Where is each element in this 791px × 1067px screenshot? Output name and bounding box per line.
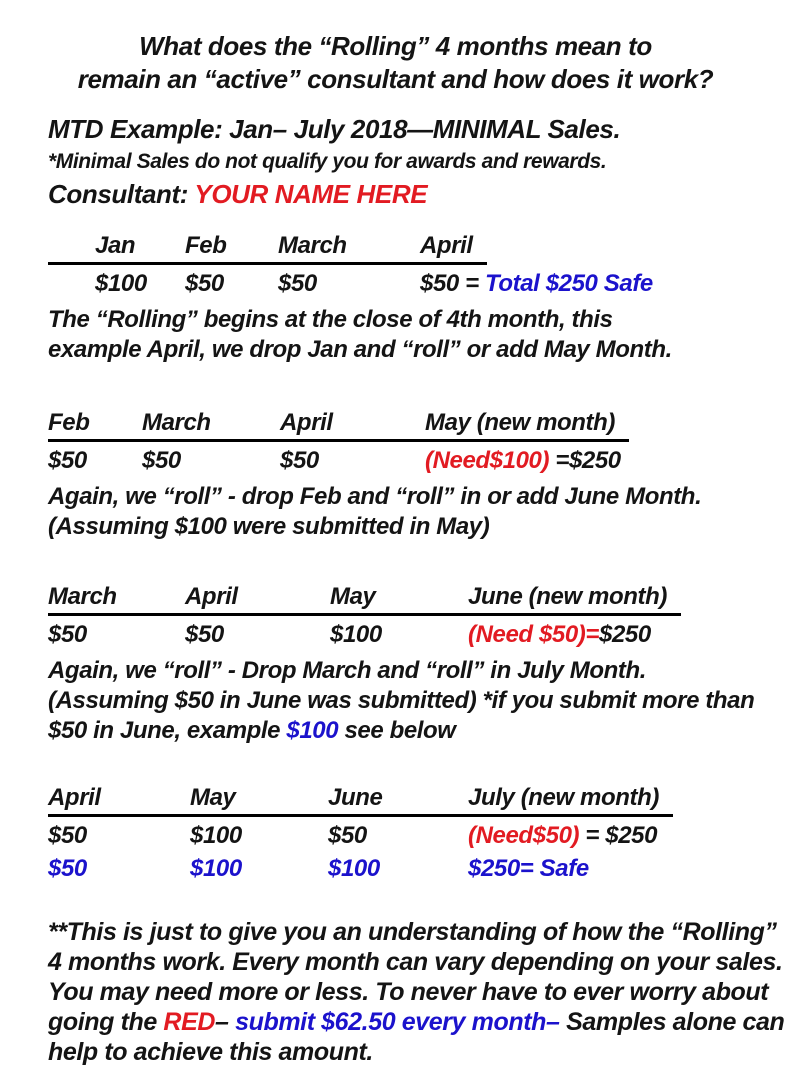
value-cell: $100 [95,270,147,297]
note-highlight-amount: $100 [286,717,339,744]
page-title-line-2: remain an “active” consultant and how does it work? [77,64,714,94]
values-row [48,620,651,649]
summary-line: 4 months work. Every month can vary depending on your sales. [48,948,783,976]
monthly-amount-advice: submit $62.50 every month– [235,1008,560,1036]
summary-paragraph [48,917,791,1067]
value-cell: $100 [328,855,380,882]
value-cell: $100 [190,822,242,849]
month-header-cell: July (new month) [468,784,659,811]
consultant-line [48,177,791,211]
minimal-sales-note: *Minimal Sales do not qualify you for awards and rewards. [48,150,607,173]
result-black: $250 [599,621,651,648]
safe-values-row [48,854,589,883]
section-note [48,482,791,542]
value-cell: $50 [48,855,87,882]
value-cell: $100 [330,621,382,648]
month-header-row [48,784,673,817]
value-cell: $50 [328,822,367,849]
result-needed-amount: (Need$100) [425,447,550,474]
result-cell [420,269,653,298]
value-cell: $50 [48,447,87,474]
month-header-cell: June (new month) [468,583,667,610]
month-header-cell: May [330,583,376,610]
rolling-table-april-july [48,784,791,883]
mtd-example-heading: MTD Example: Jan– July 2018—MINIMAL Sales. [48,114,621,144]
month-header-cell: March [142,409,211,436]
summary-line: help to achieve this amount. [48,1038,373,1066]
result-needed-amount: (Need$50) [468,822,580,849]
page-title-line-1: What does the “Rolling” 4 months mean to [139,31,652,61]
month-header-cell: May [190,784,236,811]
page-title [0,0,791,96]
summary-text: Samples alone can [559,1008,785,1036]
section-note [48,305,791,365]
value-cell: $50 [280,447,319,474]
month-header-cell: Jan [95,232,136,259]
values-row [48,821,657,850]
value-cell: $100 [190,855,242,882]
note-line: Again, we “roll” - Drop March and “roll” in July Month. [48,657,647,684]
value-cell: $50 [48,621,87,648]
note-line: The “Rolling” begins at the close of 4th month, this [48,306,613,333]
month-header-cell: May (new month) [425,409,615,436]
summary-line: You may need more or less. To never have to ever worry about [48,978,769,1006]
result-cell [425,446,621,475]
month-header-cell: March [48,583,117,610]
values-row [48,269,653,298]
rolling-table-feb-may [48,409,791,542]
consultant-name: YOUR NAME HERE [194,179,428,209]
value-cell: $50 [142,447,181,474]
page-content [48,113,791,1067]
note-line: (Assuming $100 were submitted in May) [48,513,490,540]
note-text: $50 in June, example [48,717,287,744]
note-text: see below [338,717,456,744]
note-line: (Assuming $50 in June was submitted) *if you submit more than [48,687,755,714]
result-needed-amount: (Need $50)= [468,621,599,648]
red-warning-word: RED [163,1008,216,1036]
result-black: =$250 [549,447,621,474]
month-header-cell: Feb [48,409,90,436]
result-safe-total: $250= Safe [468,855,589,882]
note-line: Again, we “roll” - drop Feb and “roll” in or add June Month. [48,483,702,510]
month-header-row [48,232,487,265]
note-line: example April, we drop Jan and “roll” or add May Month. [48,336,672,363]
value-cell: $50 [185,621,224,648]
summary-line [48,1007,791,1037]
month-header-cell: April [48,784,101,811]
month-header-cell: April [280,409,333,436]
intro-block [48,113,791,211]
month-header-cell: April [185,583,238,610]
month-header-cell: Feb [185,232,227,259]
summary-text: – [215,1008,236,1036]
month-header-row [48,409,629,442]
result-black: = $250 [579,822,658,849]
result-cell [468,821,657,850]
values-row [48,446,621,475]
value-cell: $50 [185,270,224,297]
value-cell: $50 [48,822,87,849]
summary-line: **This is just to give you an understanding of how the “Rolling” [48,918,777,946]
rolling-table-march-june [48,583,791,746]
value-cell: $50 [278,270,317,297]
consultant-label: Consultant: [48,179,195,209]
rolling-table-jan-april [48,232,791,365]
month-header-cell: March [278,232,347,259]
month-header-row [48,583,681,616]
result-safe-total: Total $250 Safe [485,270,653,297]
month-header-cell: April [420,232,473,259]
result-cell [468,620,651,649]
result-black: $50 = [420,270,485,297]
note-line [48,716,791,746]
month-header-cell: June [328,784,383,811]
summary-text: going the [48,1008,164,1036]
section-note [48,656,791,746]
